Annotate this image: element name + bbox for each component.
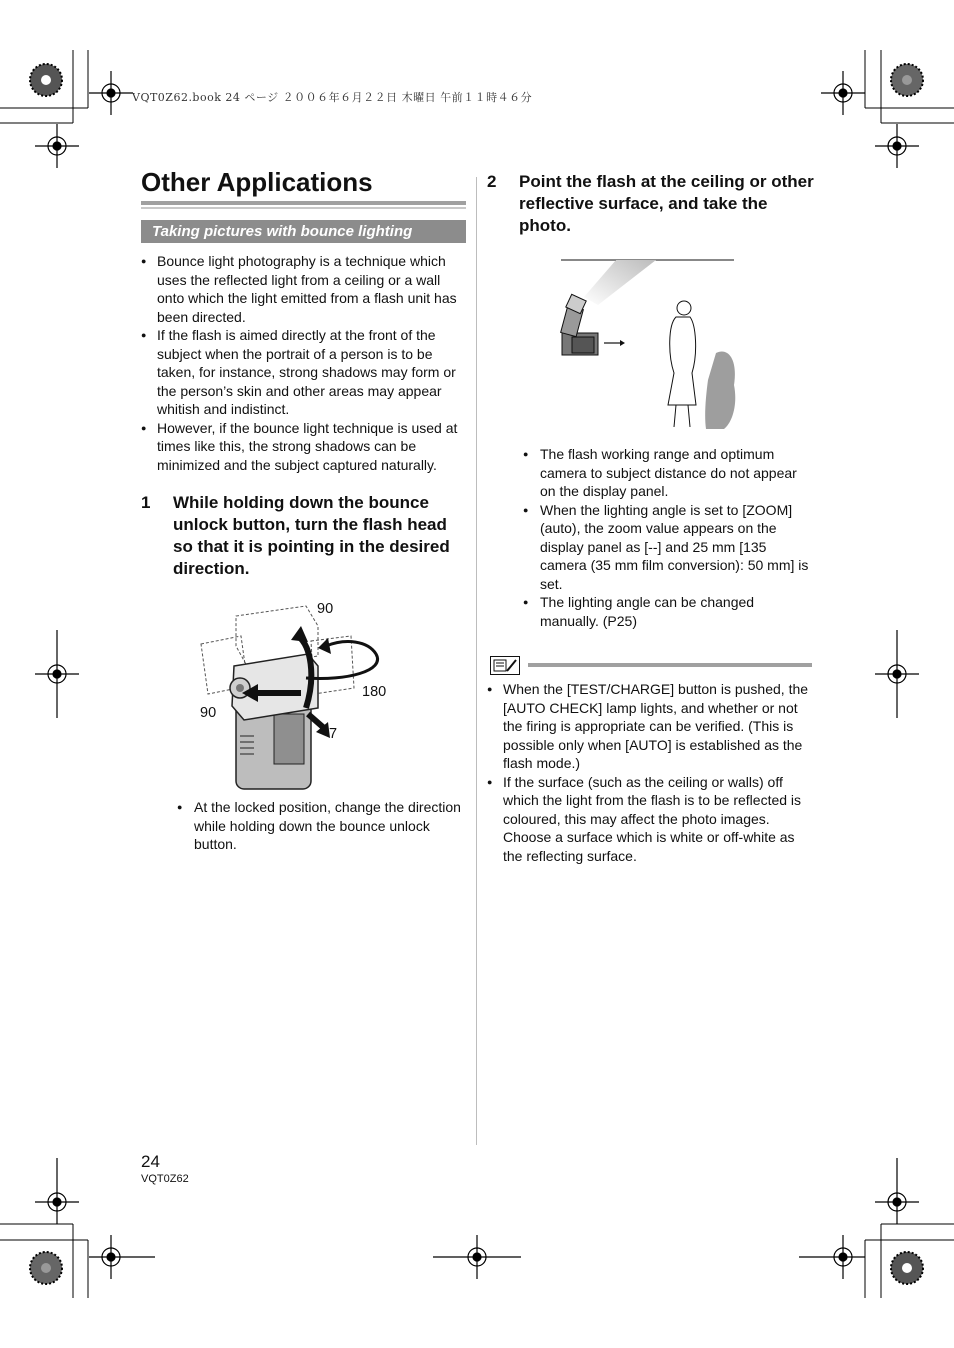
- note-rule: [528, 663, 812, 667]
- step-number: 1: [141, 493, 151, 512]
- angle-label-left: 90: [200, 705, 217, 721]
- column-divider: [476, 177, 477, 1145]
- page-title: Other Applications: [141, 167, 373, 197]
- angle-label-top: 90: [317, 601, 334, 617]
- angle-label-bottom: 7: [329, 726, 338, 742]
- list-item: ● The flash working range and optimum camera to subject distance do not appear on the display panel.: [523, 445, 815, 501]
- list-item: ● When the [TEST/CHARGE] button is pushed, the [AUTO CHECK] lamp lights, and whether or not the firing is appropriate can be verified. (This is possible only when [AUTO] is established as the flash mode.): [487, 680, 814, 773]
- section-heading: Taking pictures with bounce lighting: [141, 220, 466, 243]
- step1-bullet-list: [177, 798, 467, 854]
- bounce-flash-illustration: [556, 255, 746, 435]
- step2-bullet-list: [523, 445, 815, 630]
- title-rule: [141, 201, 466, 205]
- step-2: [487, 171, 817, 241]
- list-item: ● If the surface (such as the ceiling or walls) off which the light from the flash is to be reflected is coloured, this may affect the photo images. Choose a surface which is white or off-white as the reflecting surface.: [487, 773, 814, 866]
- list-item: ● At the locked position, change the direction while holding down the bounce unlock button.: [177, 798, 467, 854]
- book-header: VQT0Z62.book 24 ページ ２００６年６月２２日 木曜日 午前１１時４６分: [132, 91, 533, 104]
- list-item: ● Bounce light photography is a technique which uses the reflected light from a ceiling or a wall onto which the light emitted from a flash unit has been directed.: [141, 252, 466, 326]
- note-pencil-icon: [490, 656, 520, 675]
- step-text: While holding down the bounce unlock button, turn the flash head so that it is pointing in the desired direction.: [173, 493, 450, 578]
- model-code: VQT0Z62: [141, 1173, 189, 1185]
- page-number: 24: [141, 1152, 160, 1171]
- step-1: [141, 492, 466, 582]
- angle-label-right: 180: [362, 684, 387, 700]
- step-text: Point the flash at the ceiling or other reflective surface, and take the photo.: [519, 172, 814, 235]
- step-number: 2: [487, 172, 497, 191]
- list-item: ● If the flash is aimed directly at the front of the subject when the portrait of a person is to be taken, for instance, strong shadows may form or the person’s skin and other areas may appear whitish and indistinct.: [141, 326, 466, 419]
- list-item: ● When the lighting angle is set to [ZOOM] (auto), the zoom value appears on the display panel as [--] and 25 mm [135 camera (35 mm film conversion): 50 mm] is set.: [523, 501, 815, 594]
- list-item: ● However, if the bounce light technique is used at times like this, the strong shadows can be minimized and the subject captured naturally.: [141, 419, 466, 475]
- title-rule-secondary: [141, 207, 466, 209]
- intro-bullet-list: [141, 252, 466, 474]
- note-bullet-list: [487, 680, 814, 865]
- list-item: ● The lighting angle can be changed manually. (P25): [523, 593, 815, 630]
